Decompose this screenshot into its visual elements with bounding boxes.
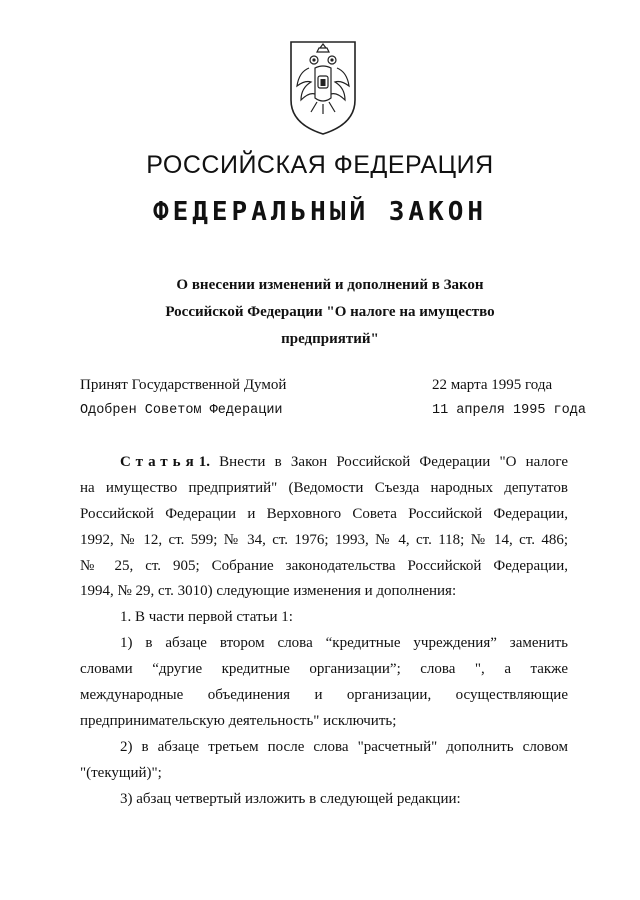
- body-line: Российской Федерации и Верховного Совета Российской Федерации,: [80, 505, 568, 522]
- article-body: [80, 450, 568, 812]
- article-number: 1.: [198, 454, 210, 470]
- adoption-duma-row: [80, 373, 580, 397]
- council-date: 11 апреля 1995 года: [432, 403, 586, 418]
- duma-date: 22 марта 1995 года: [432, 377, 553, 393]
- subitem-2-line: 2) в абзаце третьем после слова "расчетный" дополнить словом: [120, 738, 568, 755]
- body-line: № 25, ст. 905; Собрание законодательства Российской Федерации,: [80, 557, 568, 574]
- subitem-1-line: 1) в абзаце втором слова “кредитные учреждения” заменить: [120, 635, 568, 652]
- subject-line: предприятий": [281, 331, 379, 347]
- item-1: 1. В части первой статьи 1:: [120, 609, 293, 626]
- subject-line: Российской Федерации "О налоге на имущество: [165, 304, 495, 320]
- law-subject-title: [120, 272, 540, 353]
- subject-line: О внесении изменений и дополнений в Закон: [176, 277, 484, 293]
- subitem-2-line: "(текущий)";: [80, 764, 162, 781]
- subitem-3: 3) абзац четвертый изложить в следующей редакции:: [120, 790, 461, 807]
- duma-label: Принят Государственной Думой: [80, 377, 287, 393]
- document-type-heading: ФЕДЕРАЛЬНЫЙ ЗАКОН: [152, 197, 488, 227]
- subitem-1-line: словами “другие кредитные организации”; слова ", а также: [80, 661, 568, 678]
- country-heading: РОССИЙСКАЯ ФЕДЕРАЦИЯ: [146, 151, 494, 179]
- body-line: 1994, № 29, ст. 3010) следующие изменения и дополнения:: [80, 583, 457, 600]
- council-label: Одобрен Советом Федерации: [80, 403, 283, 418]
- article-heading-line: [80, 450, 568, 476]
- article-intro: Внести в Закон Российской Федерации "О налоге: [219, 454, 568, 470]
- adoption-council-row: [80, 399, 586, 423]
- body-line: 1992, № 12, ст. 599; № 34, ст. 1976; 1993, № 4, ст. 118; № 14, ст. 486;: [80, 531, 568, 548]
- body-line: на имущество предприятий" (Ведомости Съезда народных депутатов: [80, 479, 568, 496]
- subitem-1-line: международные объединения и организации, осуществляющие: [80, 687, 568, 704]
- article-word: Статья: [120, 454, 199, 470]
- coat-of-arms-emblem: [287, 38, 359, 138]
- subitem-1-line: предпринимательскую деятельность" исключить;: [80, 712, 397, 729]
